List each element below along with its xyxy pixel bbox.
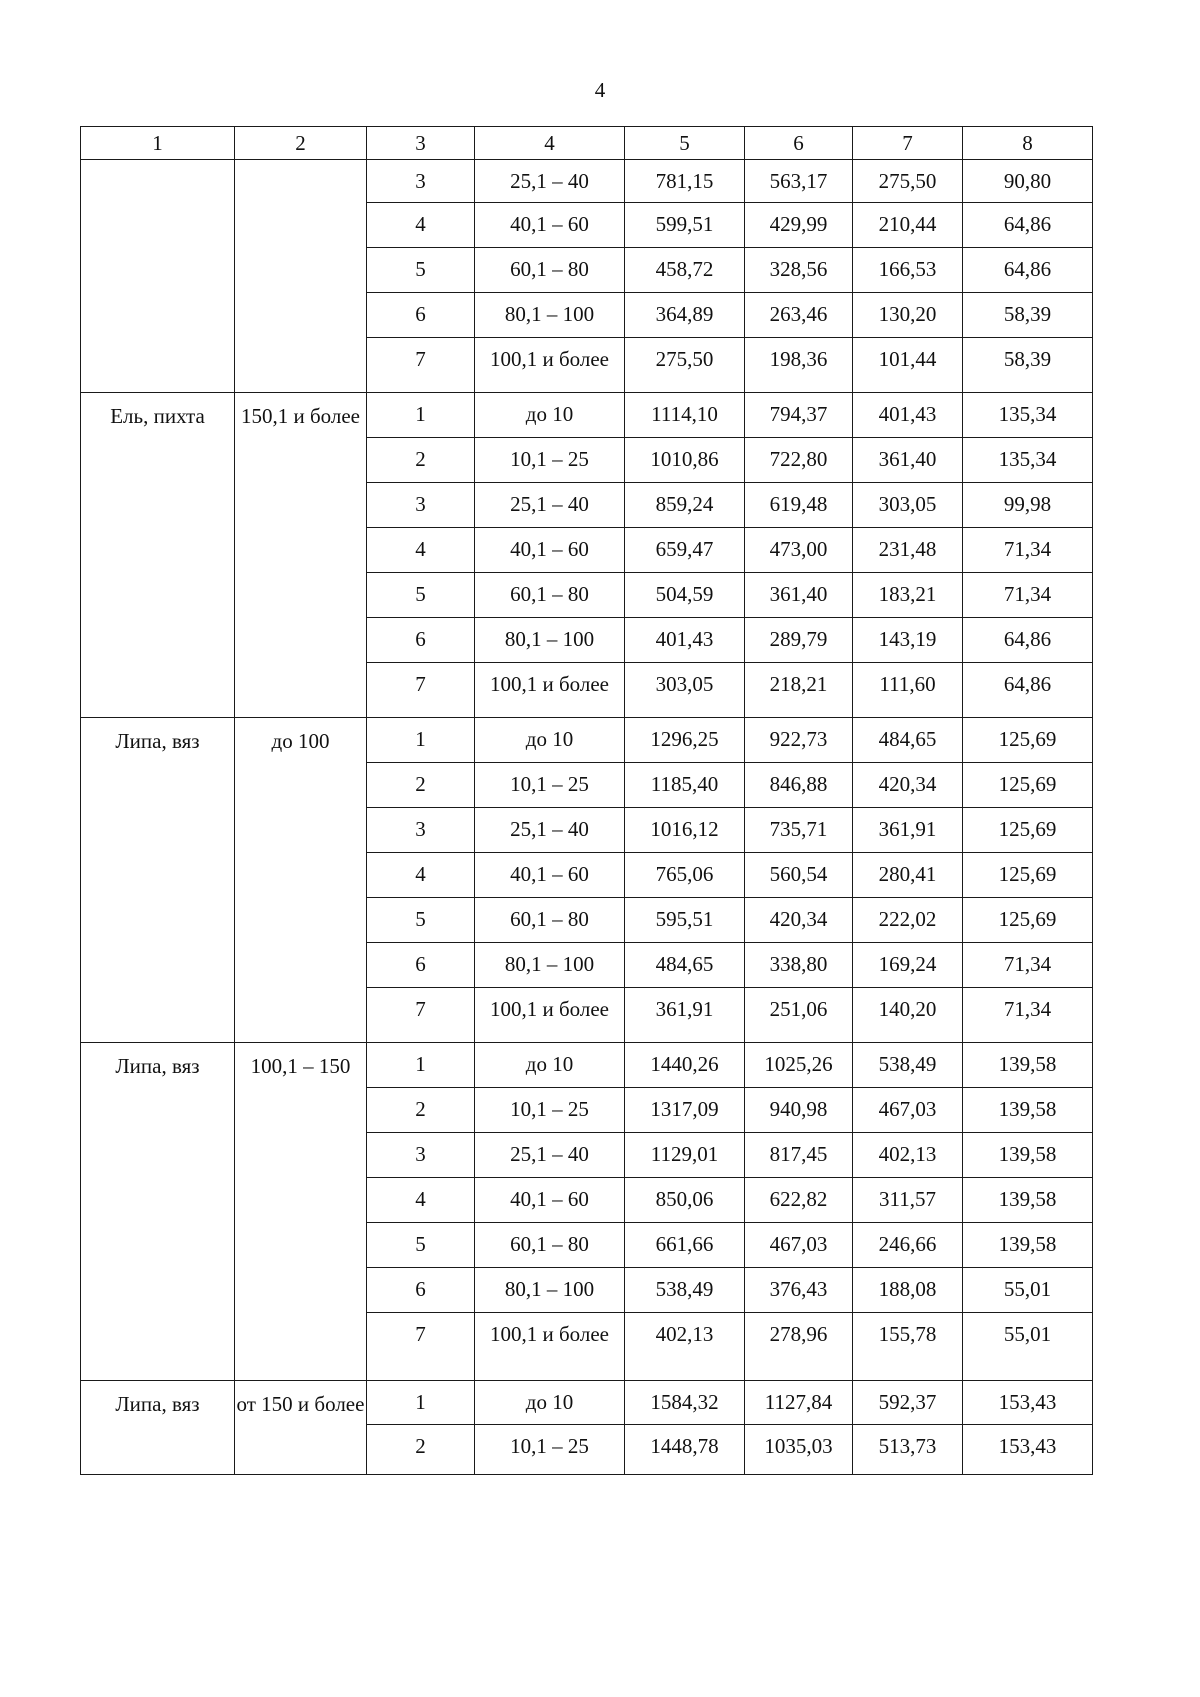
value-cell: 143,19: [853, 618, 963, 663]
value-cell: 139,58: [963, 1043, 1093, 1088]
value-cell: 659,47: [625, 528, 745, 573]
value-cell: 722,80: [745, 438, 853, 483]
table-row: [81, 1381, 1093, 1425]
value-cell: 619,48: [745, 483, 853, 528]
value-cell: 361,91: [625, 988, 745, 1043]
value-cell: 155,78: [853, 1313, 963, 1381]
range-cell: 40,1 – 60: [475, 528, 625, 573]
value-cell: 1448,78: [625, 1425, 745, 1475]
value-cell: 1016,12: [625, 808, 745, 853]
value-cell: 64,86: [963, 618, 1093, 663]
category-cell: 1: [367, 1043, 475, 1088]
value-cell: 71,34: [963, 573, 1093, 618]
value-cell: 484,65: [625, 943, 745, 988]
value-cell: 71,34: [963, 528, 1093, 573]
value-cell: 922,73: [745, 718, 853, 763]
value-cell: 139,58: [963, 1178, 1093, 1223]
category-cell: 6: [367, 1268, 475, 1313]
value-cell: 231,48: [853, 528, 963, 573]
value-cell: 111,60: [853, 663, 963, 718]
value-cell: 622,82: [745, 1178, 853, 1223]
range-cell: 80,1 – 100: [475, 293, 625, 338]
value-cell: 55,01: [963, 1268, 1093, 1313]
value-cell: 1296,25: [625, 718, 745, 763]
species-cell: Липа, вяз: [81, 1043, 235, 1381]
value-cell: 125,69: [963, 898, 1093, 943]
value-cell: 278,96: [745, 1313, 853, 1381]
value-cell: 765,06: [625, 853, 745, 898]
range-cell: 80,1 – 100: [475, 1268, 625, 1313]
value-cell: 735,71: [745, 808, 853, 853]
range-cell: 10,1 – 25: [475, 438, 625, 483]
range-cell: 25,1 – 40: [475, 160, 625, 203]
value-cell: 328,56: [745, 248, 853, 293]
header-cell: 1: [81, 127, 235, 160]
range-cell: до 10: [475, 393, 625, 438]
value-cell: 429,99: [745, 203, 853, 248]
price-table: [80, 126, 1093, 1475]
diameter-cell: от 150 и более: [235, 1381, 367, 1475]
range-cell: 40,1 – 60: [475, 1178, 625, 1223]
value-cell: 55,01: [963, 1313, 1093, 1381]
value-cell: 275,50: [853, 160, 963, 203]
category-cell: 3: [367, 483, 475, 528]
value-cell: 504,59: [625, 573, 745, 618]
value-cell: 222,02: [853, 898, 963, 943]
value-cell: 275,50: [625, 338, 745, 393]
value-cell: 560,54: [745, 853, 853, 898]
range-cell: 100,1 и более: [475, 988, 625, 1043]
page-number: 4: [594, 78, 606, 102]
value-cell: 90,80: [963, 160, 1093, 203]
value-cell: 402,13: [853, 1133, 963, 1178]
header-cell: 3: [367, 127, 475, 160]
range-cell: 60,1 – 80: [475, 248, 625, 293]
species-cell: [81, 160, 235, 393]
table-body: [81, 160, 1093, 1475]
value-cell: 125,69: [963, 763, 1093, 808]
value-cell: 401,43: [853, 393, 963, 438]
category-cell: 4: [367, 853, 475, 898]
category-cell: 1: [367, 393, 475, 438]
value-cell: 71,34: [963, 988, 1093, 1043]
value-cell: 364,89: [625, 293, 745, 338]
category-cell: 1: [367, 718, 475, 763]
species-cell: Ель, пихта: [81, 393, 235, 718]
value-cell: 859,24: [625, 483, 745, 528]
category-cell: 6: [367, 943, 475, 988]
table-row: [81, 393, 1093, 438]
value-cell: 361,40: [745, 573, 853, 618]
value-cell: 101,44: [853, 338, 963, 393]
category-cell: 3: [367, 1133, 475, 1178]
value-cell: 139,58: [963, 1088, 1093, 1133]
value-cell: 289,79: [745, 618, 853, 663]
value-cell: 401,43: [625, 618, 745, 663]
range-cell: 40,1 – 60: [475, 203, 625, 248]
category-cell: 4: [367, 203, 475, 248]
value-cell: 846,88: [745, 763, 853, 808]
value-cell: 71,34: [963, 943, 1093, 988]
value-cell: 125,69: [963, 808, 1093, 853]
species-cell: Липа, вяз: [81, 1381, 235, 1475]
value-cell: 140,20: [853, 988, 963, 1043]
category-cell: 2: [367, 763, 475, 808]
value-cell: 58,39: [963, 338, 1093, 393]
value-cell: 538,49: [853, 1043, 963, 1088]
range-cell: 10,1 – 25: [475, 1088, 625, 1133]
diameter-cell: до 100: [235, 718, 367, 1043]
value-cell: 64,86: [963, 663, 1093, 718]
range-cell: 25,1 – 40: [475, 483, 625, 528]
value-cell: 402,13: [625, 1313, 745, 1381]
value-cell: 263,46: [745, 293, 853, 338]
header-cell: 4: [475, 127, 625, 160]
value-cell: 420,34: [853, 763, 963, 808]
value-cell: 183,21: [853, 573, 963, 618]
value-cell: 1317,09: [625, 1088, 745, 1133]
value-cell: 361,40: [853, 438, 963, 483]
value-cell: 538,49: [625, 1268, 745, 1313]
value-cell: 420,34: [745, 898, 853, 943]
category-cell: 5: [367, 573, 475, 618]
range-cell: 100,1 и более: [475, 663, 625, 718]
value-cell: 599,51: [625, 203, 745, 248]
value-cell: 58,39: [963, 293, 1093, 338]
diameter-cell: 150,1 и более: [235, 393, 367, 718]
range-cell: до 10: [475, 1381, 625, 1425]
category-cell: 2: [367, 1088, 475, 1133]
category-cell: 4: [367, 1178, 475, 1223]
value-cell: 311,57: [853, 1178, 963, 1223]
value-cell: 303,05: [853, 483, 963, 528]
value-cell: 595,51: [625, 898, 745, 943]
value-cell: 513,73: [853, 1425, 963, 1475]
header-cell: 5: [625, 127, 745, 160]
value-cell: 303,05: [625, 663, 745, 718]
species-cell: Липа, вяз: [81, 718, 235, 1043]
category-cell: 3: [367, 808, 475, 853]
range-cell: 25,1 – 40: [475, 808, 625, 853]
value-cell: 64,86: [963, 203, 1093, 248]
value-cell: 153,43: [963, 1381, 1093, 1425]
range-cell: 100,1 и более: [475, 1313, 625, 1381]
value-cell: 1129,01: [625, 1133, 745, 1178]
value-cell: 473,00: [745, 528, 853, 573]
value-cell: 135,34: [963, 438, 1093, 483]
category-cell: 2: [367, 438, 475, 483]
value-cell: 135,34: [963, 393, 1093, 438]
value-cell: 467,03: [853, 1088, 963, 1133]
value-cell: 246,66: [853, 1223, 963, 1268]
category-cell: 6: [367, 618, 475, 663]
category-cell: 7: [367, 1313, 475, 1381]
value-cell: 153,43: [963, 1425, 1093, 1475]
category-cell: 3: [367, 160, 475, 203]
value-cell: 188,08: [853, 1268, 963, 1313]
value-cell: 940,98: [745, 1088, 853, 1133]
value-cell: 1440,26: [625, 1043, 745, 1088]
category-cell: 5: [367, 1223, 475, 1268]
value-cell: 1010,86: [625, 438, 745, 483]
value-cell: 458,72: [625, 248, 745, 293]
value-cell: 1114,10: [625, 393, 745, 438]
diameter-cell: 100,1 – 150: [235, 1043, 367, 1381]
value-cell: 376,43: [745, 1268, 853, 1313]
value-cell: 280,41: [853, 853, 963, 898]
category-cell: 4: [367, 528, 475, 573]
value-cell: 1584,32: [625, 1381, 745, 1425]
value-cell: 99,98: [963, 483, 1093, 528]
category-cell: 2: [367, 1425, 475, 1475]
diameter-cell: [235, 160, 367, 393]
category-cell: 5: [367, 248, 475, 293]
header-cell: 7: [853, 127, 963, 160]
value-cell: 64,86: [963, 248, 1093, 293]
category-cell: 7: [367, 663, 475, 718]
table-row: [81, 160, 1093, 203]
range-cell: 10,1 – 25: [475, 1425, 625, 1475]
value-cell: 661,66: [625, 1223, 745, 1268]
table-row: [81, 1043, 1093, 1088]
range-cell: 60,1 – 80: [475, 573, 625, 618]
header-row: [81, 127, 1093, 160]
value-cell: 850,06: [625, 1178, 745, 1223]
value-cell: 794,37: [745, 393, 853, 438]
range-cell: 60,1 – 80: [475, 898, 625, 943]
range-cell: до 10: [475, 718, 625, 763]
category-cell: 7: [367, 338, 475, 393]
value-cell: 563,17: [745, 160, 853, 203]
category-cell: 1: [367, 1381, 475, 1425]
range-cell: до 10: [475, 1043, 625, 1088]
value-cell: 166,53: [853, 248, 963, 293]
value-cell: 125,69: [963, 853, 1093, 898]
value-cell: 130,20: [853, 293, 963, 338]
range-cell: 25,1 – 40: [475, 1133, 625, 1178]
value-cell: 169,24: [853, 943, 963, 988]
value-cell: 592,37: [853, 1381, 963, 1425]
range-cell: 100,1 и более: [475, 338, 625, 393]
range-cell: 10,1 – 25: [475, 763, 625, 808]
value-cell: 139,58: [963, 1223, 1093, 1268]
value-cell: 139,58: [963, 1133, 1093, 1178]
value-cell: 484,65: [853, 718, 963, 763]
category-cell: 5: [367, 898, 475, 943]
value-cell: 1127,84: [745, 1381, 853, 1425]
value-cell: 125,69: [963, 718, 1093, 763]
range-cell: 60,1 – 80: [475, 1223, 625, 1268]
value-cell: 1025,26: [745, 1043, 853, 1088]
header-cell: 8: [963, 127, 1093, 160]
range-cell: 80,1 – 100: [475, 618, 625, 663]
value-cell: 338,80: [745, 943, 853, 988]
value-cell: 817,45: [745, 1133, 853, 1178]
category-cell: 6: [367, 293, 475, 338]
value-cell: 218,21: [745, 663, 853, 718]
value-cell: 467,03: [745, 1223, 853, 1268]
range-cell: 40,1 – 60: [475, 853, 625, 898]
value-cell: 210,44: [853, 203, 963, 248]
value-cell: 361,91: [853, 808, 963, 853]
range-cell: 80,1 – 100: [475, 943, 625, 988]
value-cell: 1035,03: [745, 1425, 853, 1475]
value-cell: 251,06: [745, 988, 853, 1043]
category-cell: 7: [367, 988, 475, 1043]
table-row: [81, 718, 1093, 763]
value-cell: 781,15: [625, 160, 745, 203]
value-cell: 198,36: [745, 338, 853, 393]
header-cell: 6: [745, 127, 853, 160]
header-cell: 2: [235, 127, 367, 160]
value-cell: 1185,40: [625, 763, 745, 808]
